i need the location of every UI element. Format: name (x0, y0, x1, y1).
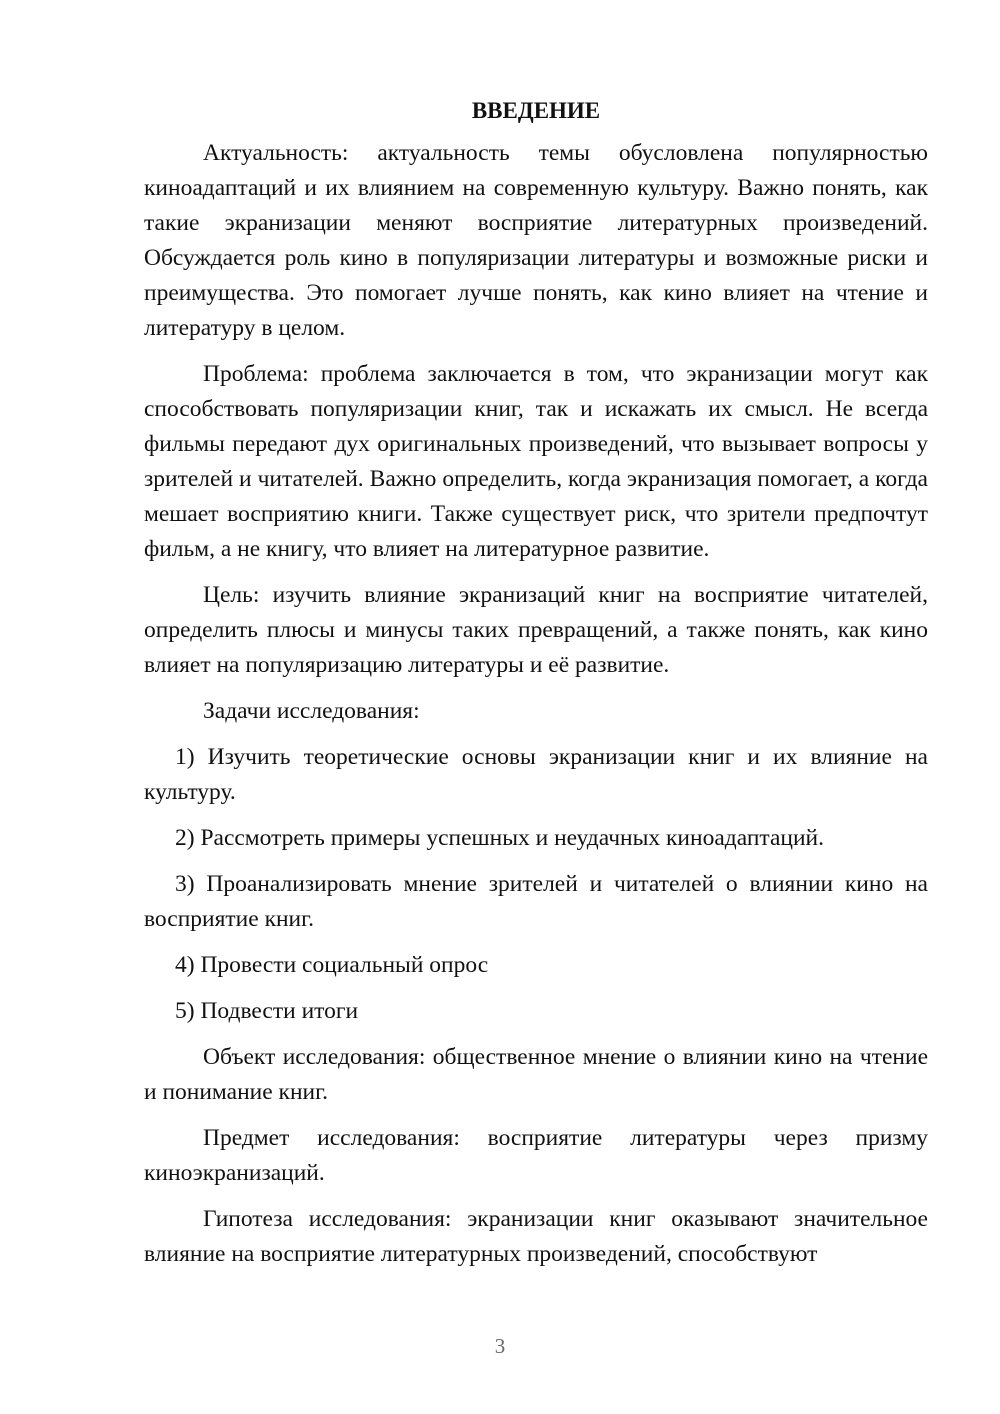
task-item-5: 5) Подвести итоги (175, 998, 359, 1024)
task-item-1: 1) Изучить теоретические основы экранизации книг и их влияние на культуру. (144, 744, 928, 805)
subject-paragraph: Предмет исследования: восприятие литературы через призму киноэкранизаций. (144, 1125, 928, 1186)
tasks-heading: Задачи исследования: (203, 698, 420, 724)
problem-paragraph: Проблема: проблема заключается в том, что экранизации могут как способствовать популяризации книг, так и искажать их смысл. Не всегда фильмы передают дух оригинальных произведений, что вызывает вопросы у зрителей и читателей. Важно определить, когда экранизация помогает, а когда мешает восприятию книги. Также существует риск, что зрители предпочтут фильм, а не книгу, что влияет на литературное развитие. (144, 361, 928, 562)
section-title: ВВЕДЕНИЕ (471, 98, 601, 123)
task-item-3: 3) Проанализировать мнение зрителей и читателей о влиянии кино на восприятие книг. (144, 871, 928, 932)
relevance-paragraph: Актуальность: актуальность темы обусловлена популярностью киноадаптаций и их влиянием на современную культуру. Важно понять, как такие экранизации меняют восприятие литературных произведений. Обсуждается роль кино в популяризации литературы и возможные риски и преимущества. Это помогает лучше понять, как кино влияет на чтение и литературу в целом. (144, 140, 928, 341)
hypothesis-paragraph: Гипотеза исследования: экранизации книг оказывают значительное влияние на восприятие литературных произведений, способствуют (144, 1206, 928, 1267)
page-number: 3 (494, 1334, 506, 1358)
task-item-2: 2) Рассмотреть примеры успешных и неудачных киноадаптаций. (175, 825, 825, 851)
task-item-4: 4) Провести социальный опрос (175, 952, 489, 978)
page-content (144, 96, 928, 1283)
object-paragraph: Объект исследования: общественное мнение о влиянии кино на чтение и понимание книг. (144, 1044, 928, 1105)
goal-paragraph: Цель: изучить влияние экранизаций книг на восприятие читателей, определить плюсы и минусы таких превращений, а также понять, как кино влияет на популяризацию литературы и её развитие. (144, 582, 928, 678)
